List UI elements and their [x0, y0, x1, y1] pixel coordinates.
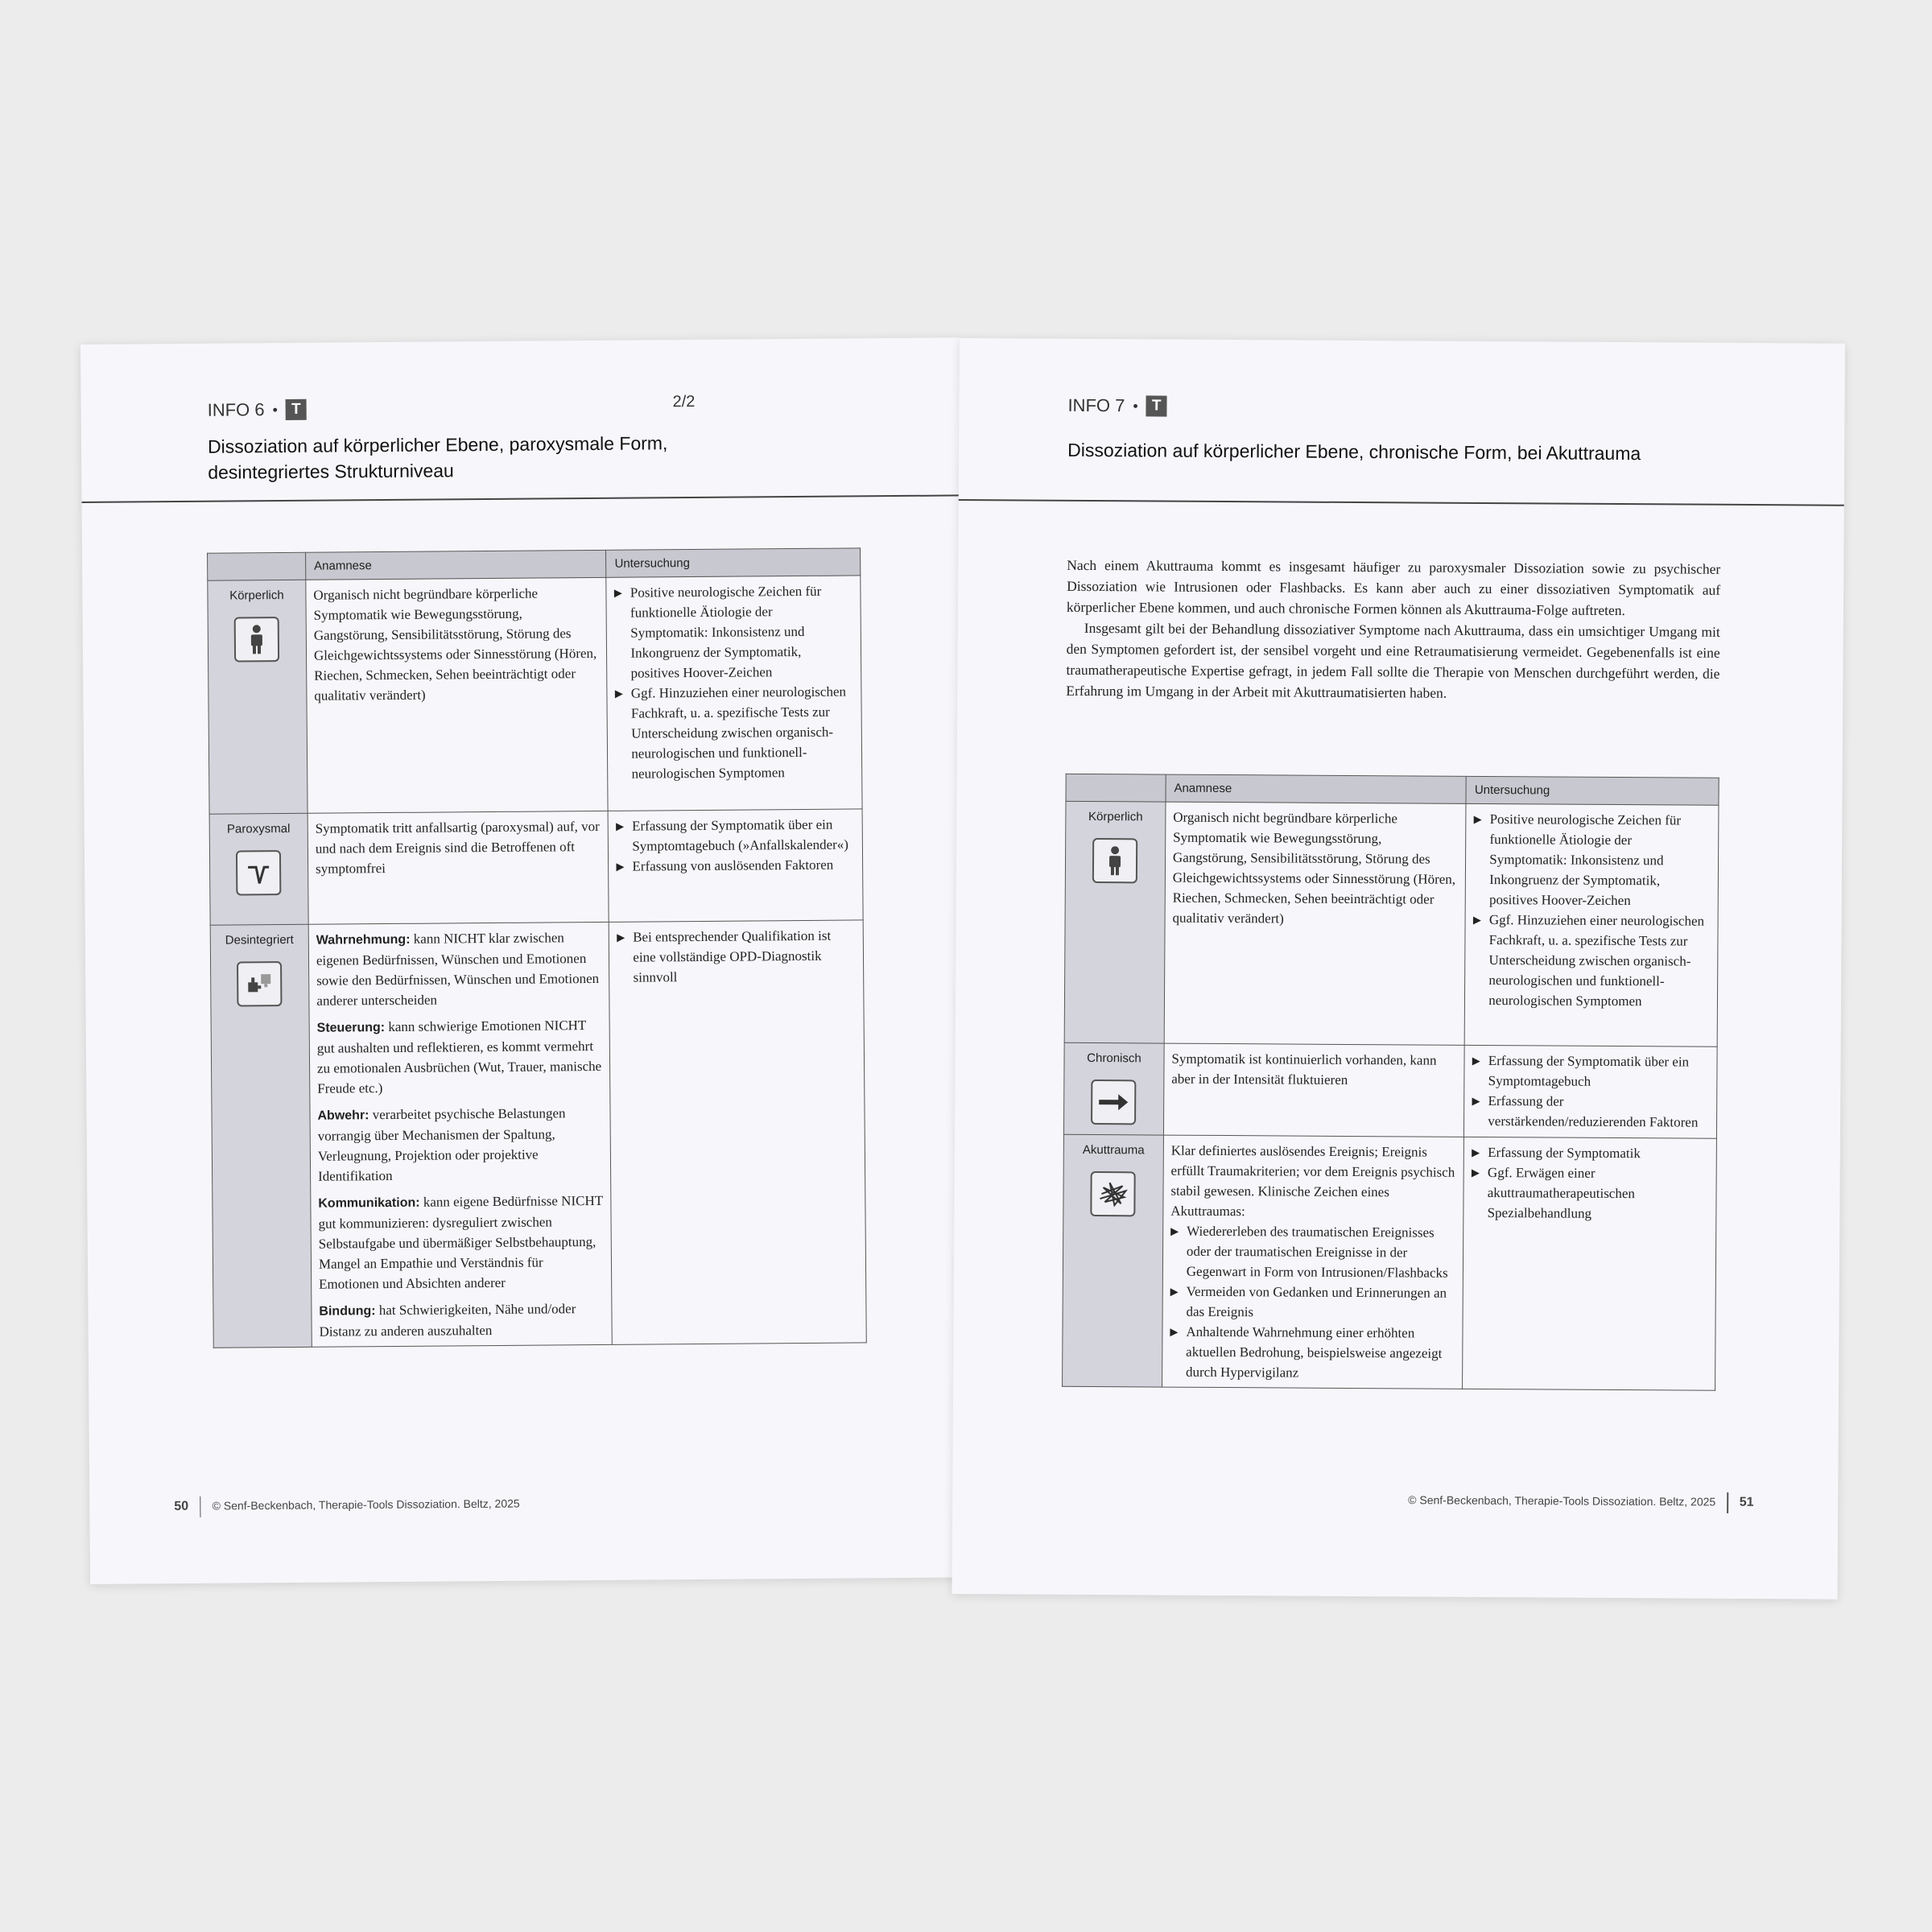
- corner-cell: [208, 552, 306, 580]
- col-untersuchung: Untersuchung: [606, 548, 861, 577]
- untersuchung-cell: [1464, 803, 1719, 1046]
- untersuchung-cell: [1463, 1137, 1717, 1390]
- col-untersuchung: Untersuchung: [1466, 776, 1719, 805]
- row-label: Körperlich: [1088, 809, 1143, 824]
- list-item: ▶ Wiedererleben des traumatischen Ereignisses oder der traumatischen Ereignisse in der Gegenwart in Form von Intrusionen/Flashbacks: [1170, 1221, 1456, 1283]
- anamnese-cell: [1162, 1135, 1463, 1389]
- list-item: ▶ Positive neurologische Zeichen für funktionelle Ätiologie der Symptomatik: Inkonsistenz und Inkongruenz der Symptomatik, positives Hoover-Zeichen: [614, 580, 854, 683]
- assessment-table: [207, 547, 867, 1348]
- table-row: [210, 920, 866, 1348]
- row-label: Paroxysmal: [226, 821, 291, 836]
- para-head: Kommunikation:: [318, 1195, 420, 1211]
- list-item: ▶ Erfassung der Symptomatik über ein Symptomtagebuch (»Anfallskalender«): [616, 814, 855, 856]
- header-rule: [82, 494, 961, 503]
- list-item: ▶ Erfassung der Symptomatik über ein Symptomtagebuch: [1472, 1051, 1710, 1092]
- anamnese-cell: [308, 922, 613, 1347]
- col-anamnese: Anamnese: [305, 550, 606, 580]
- row-label: Akuttrauma: [1082, 1142, 1145, 1158]
- list-item: ▶ Erfassung der Symptomatik: [1472, 1142, 1709, 1164]
- list-item: ▶ Ggf. Hinzuziehen einer neurologischen Fachkraft, u. a. spezifische Tests zur Unterscheidung zwischen organisch-neurologischen und funktionell-neurologischen Symptomen: [1472, 910, 1710, 1012]
- table-row: [209, 809, 863, 925]
- untersuchung-cell: [606, 576, 862, 811]
- footer-separator: [1727, 1492, 1728, 1513]
- list-item: ▶ Anhaltende Wahrnehmung einer erhöhten aktuellen Bedrohung, beispielsweise angezeigt durch Hypervigilanz: [1170, 1322, 1455, 1384]
- intro-text: [1066, 555, 1720, 705]
- list-item: ▶ Ggf. Erwägen einer akuttraumatherapeutischen Spezialbehandlung: [1472, 1162, 1709, 1224]
- page-indicator: 2/2: [672, 393, 696, 411]
- untersuchung-cell: [1464, 1045, 1717, 1138]
- list-item: ▶ Positive neurologische Zeichen für funktionelle Ätiologie der Symptomatik: Inkonsistenz und Inkongruenz der Symptomatik, positives Hoover-Zeichen: [1473, 809, 1711, 911]
- anamnese-cell: Symptomatik ist kontinuierlich vorhanden, kann aber in der Intensität fluktuieren: [1163, 1043, 1464, 1137]
- right-page: [952, 338, 1845, 1600]
- para-text: kann eigene Bedürfnisse NICHT gut kommunizieren: dysreguliert zwischen Selbstaufgabe und übermäßiger Selbstbehauptung, Mangel an Empathie und Verständnis für Emotionen und Absichten anderer: [318, 1192, 603, 1292]
- page-title: Dissoziation auf körperlicher Ebene, chronische Form, bei Akuttrauma: [1067, 439, 1641, 464]
- row-head-chronisch: [1063, 1042, 1164, 1135]
- bullet: •: [1133, 397, 1138, 414]
- info-number: INFO 7: [1067, 394, 1125, 416]
- col-anamnese: Anamnese: [1166, 774, 1467, 803]
- info-header: [208, 399, 307, 421]
- row-head-akuttrauma: [1063, 1134, 1164, 1387]
- page-footer: [1408, 1490, 1753, 1513]
- row-label: Körperlich: [229, 588, 284, 603]
- row-head-koerperlich: [1064, 801, 1166, 1043]
- arrow-right-icon: [1091, 1080, 1136, 1125]
- person-icon: [1092, 838, 1137, 883]
- page-number: 51: [1739, 1495, 1754, 1509]
- para-head: Wahrnehmung:: [316, 932, 411, 947]
- para-text: kann schwierige Emotionen NICHT gut aushalten und reflektieren, es kommt vermehrt zu emotionalen Ausbrüchen (Wut, Trauer, manische Freude etc.): [316, 1018, 602, 1096]
- copyright-text: © Senf-Beckenbach, Therapie-Tools Dissoziation. Beltz, 2025: [1408, 1493, 1716, 1509]
- untersuchung-cell: [609, 920, 867, 1344]
- page-title: [208, 430, 668, 485]
- list-item: ▶ Erfassung von auslösenden Faktoren: [616, 854, 855, 876]
- page-footer: [174, 1494, 520, 1517]
- copyright-text: © Senf-Beckenbach, Therapie-Tools Dissoziation. Beltz, 2025: [212, 1496, 520, 1513]
- title-line-2: desintegriertes Strukturniveau: [208, 460, 454, 483]
- table-header-row: [1066, 774, 1719, 805]
- bullet: •: [272, 401, 278, 418]
- header-rule: [959, 499, 1844, 506]
- row-head-koerperlich: [208, 580, 308, 814]
- tool-type-badge: T: [1146, 395, 1167, 416]
- list-item: ▶ Bei entsprechender Qualifikation ist eine vollständige OPD-Diagnostik sinnvoll: [617, 925, 856, 987]
- anamnese-cell: Organisch nicht begründbare körperliche Symptomatik wie Bewegungsstörung, Gangstörung, Sensibilitätsstörung, Störung des Gleichgewichtssystems oder Sinnesstörung (Hören, Riechen, Schmecken, Sehen beeinträchtigt oder qualitativ verändert): [306, 577, 609, 813]
- tool-type-badge: T: [286, 399, 307, 420]
- page-number: 50: [174, 1499, 189, 1513]
- intro-paragraph-2: Insgesamt gilt bei der Behandlung dissoziativer Symptome nach Akuttrauma, dass ein umsichtiger Umgang mit den Symptomen gefordert ist, der sensibel vorgeht und eine Retraumatisierung vermeidet. Gegebenenfalls ist eine traumatherapeutische Expertise gefragt, in jedem Fall sollte die Therapie von Menschen durchgeführt werden, die Erfahrung im Umgang in der Arbeit mit Akuttraumatisierten haben.: [1066, 619, 1720, 701]
- left-page: [80, 337, 969, 1584]
- trauma-scribble-icon: [1091, 1171, 1136, 1216]
- anamnese-cell: Symptomatik tritt anfallsartig (paroxysmal) auf, vor und nach dem Ereignis sind die Betroffenen oft symptomfrei: [308, 811, 609, 924]
- title-line-1: Dissoziation auf körperlicher Ebene, paroxysmale Form,: [207, 432, 668, 457]
- row-head-desintegriert: [210, 924, 312, 1348]
- para-head: Steuerung:: [316, 1021, 386, 1035]
- list-item: ▶ Vermeiden von Gedanken und Erinnerungen an das Ereignis: [1170, 1282, 1455, 1323]
- paroxysm-curve-icon: [236, 850, 281, 895]
- row-label: Chronisch: [1087, 1051, 1141, 1066]
- table-row: [208, 576, 862, 814]
- para-head: Bindung:: [319, 1304, 376, 1319]
- table-row: [1063, 1042, 1717, 1138]
- row-head-paroxysmal: [209, 813, 308, 925]
- list-item: ▶ Erfassung der verstärkenden/reduzierenden Faktoren: [1472, 1091, 1709, 1133]
- anamnese-intro: Klar definiertes auslösendes Ereignis; Ereignis erfüllt Traumakriterien; vor dem Ereignis psychisch stabil gewesen. Klinische Zeichen eines Akuttraumas:: [1170, 1142, 1455, 1220]
- list-item: ▶ Ggf. Hinzuziehen einer neurologischen Fachkraft, u. a. spezifische Tests zur Unterscheidung zwischen organisch-neurologischen und funktionell-neurologischen Symptomen: [615, 681, 855, 783]
- footer-separator: [200, 1496, 201, 1517]
- anamnese-cell: Organisch nicht begründbare körperliche Symptomatik wie Bewegungsstörung, Gangstörung, Sensibilitätsstörung, Störung des Gleichgewichtssystems oder Sinnesstörung (Hören, Riechen, Schmecken, Sehen beeinträchtigt oder qualitativ verändert): [1164, 802, 1466, 1045]
- table-row: [1063, 1134, 1717, 1390]
- para-text: verarbeitet psychische Belastungen vorrangig über Mechanismen der Spaltung, Verleugnung, Projektion oder projektive Identifikation: [317, 1105, 566, 1184]
- para-text: kann NICHT klar zwischen eigenen Bedürfnissen, Wünschen und Emotionen sowie den Bedürfnissen, Wünschen und Emotionen anderer unterscheiden: [316, 930, 600, 1009]
- untersuchung-cell: [608, 809, 863, 922]
- info-header: [1067, 395, 1166, 417]
- para-head: Abwehr:: [317, 1108, 369, 1123]
- para-text: hat Schwierigkeiten, Nähe und/oder Distanz zu anderen auszuhalten: [319, 1301, 576, 1340]
- assessment-table: [1062, 774, 1719, 1391]
- info-number: INFO 6: [207, 399, 265, 420]
- table-row: [1064, 801, 1719, 1046]
- person-icon: [234, 617, 279, 662]
- row-label: Desintegriert: [225, 932, 294, 947]
- intro-paragraph-1: Nach einem Akuttrauma kommt es insgesamt häufiger zu paroxysmaler Dissoziation sowie zu psychischer Dissoziation wie Intrusionen oder Flashbacks. Es kann aber auch zu einer dissoziativen Symptomatik auf körperlicher Ebene kommen, und auch chronische Formen können als Akuttrauma-Folge auftreten.: [1066, 556, 1721, 619]
- corner-cell: [1066, 774, 1166, 802]
- puzzle-icon: [237, 961, 282, 1006]
